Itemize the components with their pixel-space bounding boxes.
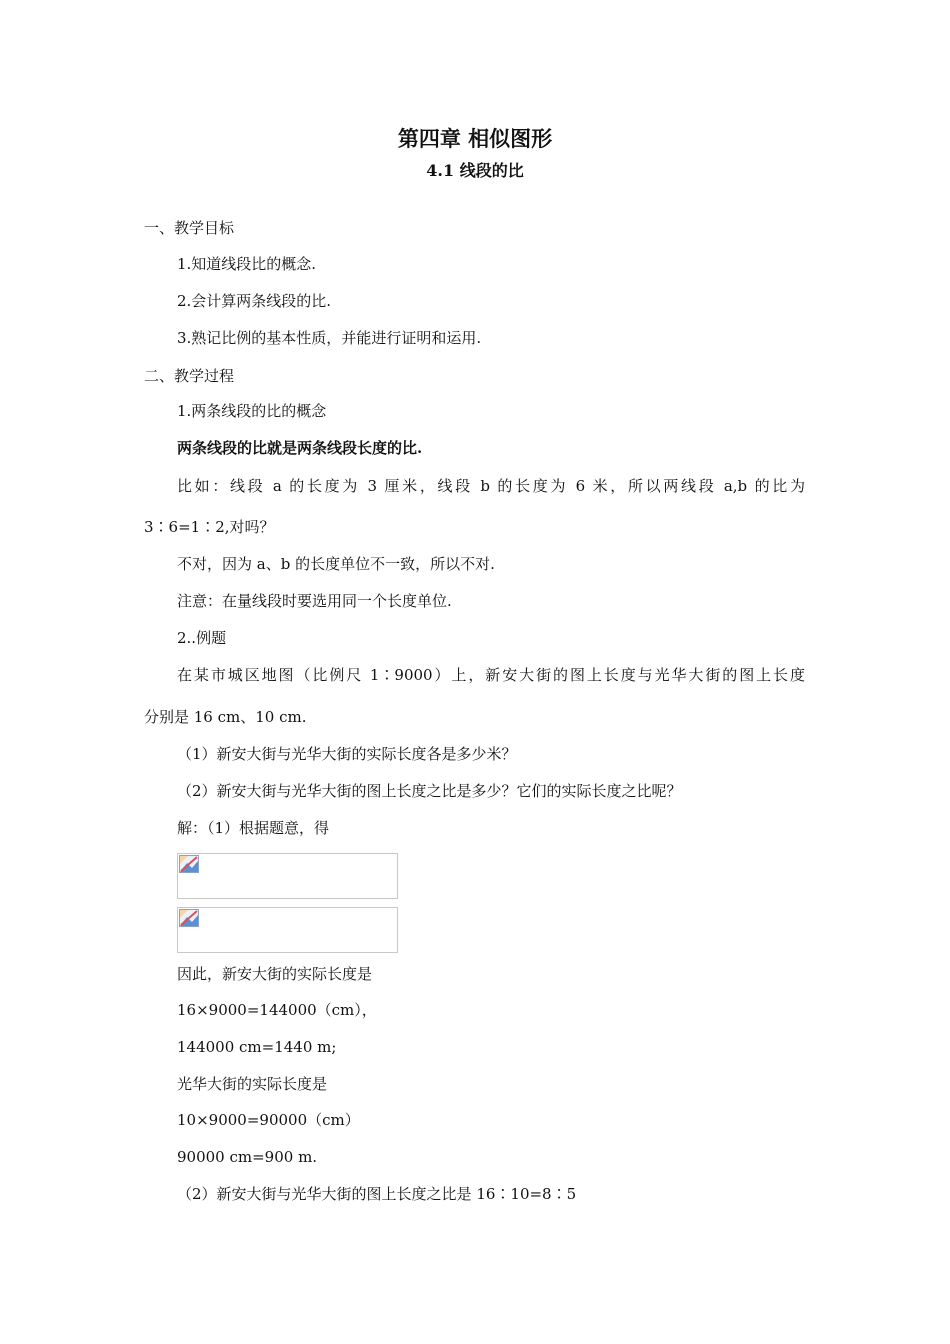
chapter-title: 第四章 相似图形 <box>397 126 553 151</box>
broken-image-icon <box>179 855 199 873</box>
example-answer: 不对，因为 a、b 的长度单位不一致，所以不对. <box>177 555 495 573</box>
goal-item: 3.熟记比例的基本性质，并能进行证明和运用. <box>177 329 482 347</box>
concept-definition: 两条线段的比就是两条线段长度的比. <box>177 439 423 457</box>
formula-image-2 <box>177 907 398 953</box>
solution-line: 144000 cm=1440 m; <box>177 1038 337 1056</box>
solution-line: （2）新安大街与光华大街的图上长度之比是 16∶10=8∶5 <box>177 1185 577 1203</box>
solution-line: 90000 cm=900 m. <box>177 1148 318 1166</box>
formula-image-1 <box>177 853 398 899</box>
solution-line: 因此，新安大街的实际长度是 <box>177 965 373 983</box>
objectives-heading: 一、教学目标 <box>144 219 235 237</box>
goal-item: 2.会计算两条线段的比. <box>177 292 332 310</box>
problem-line-1: 在某市城区地图（比例尺 1∶9000）上，新安大街的图上长度与光华大街的图上长度 <box>177 666 805 684</box>
broken-image-icon <box>179 909 199 927</box>
process-heading: 二、教学过程 <box>144 367 235 385</box>
solution-line: 16×9000=144000（cm）， <box>177 1001 377 1019</box>
concept-heading: 1.两条线段的比的概念 <box>177 402 327 420</box>
solution-intro: 解：（1）根据题意，得 <box>177 819 330 837</box>
section-title: 4.1 线段的比 <box>426 161 524 180</box>
problem-line-2: 分别是 16 cm、10 cm. <box>144 708 307 726</box>
solution-line: 光华大街的实际长度是 <box>177 1075 328 1093</box>
question-2: （2）新安大街与光华大街的图上长度之比是多少？它们的实际长度之比呢？ <box>177 782 682 800</box>
note-text: 注意：在量线段时要选用同一个长度单位. <box>177 592 452 610</box>
question-1: （1）新安大街与光华大街的实际长度各是多少米？ <box>177 745 517 763</box>
example-line-1: 比如：线段 a 的长度为 3 厘米，线段 b 的长度为 6 米，所以两线段 a,b 的比为 <box>177 477 805 495</box>
solution-line: 10×9000=90000（cm） <box>177 1111 360 1129</box>
example-heading: 2..例题 <box>177 629 227 647</box>
goal-item: 1.知道线段比的概念. <box>177 255 317 273</box>
example-line-2: 3∶6=1∶2,对吗？ <box>144 518 275 536</box>
